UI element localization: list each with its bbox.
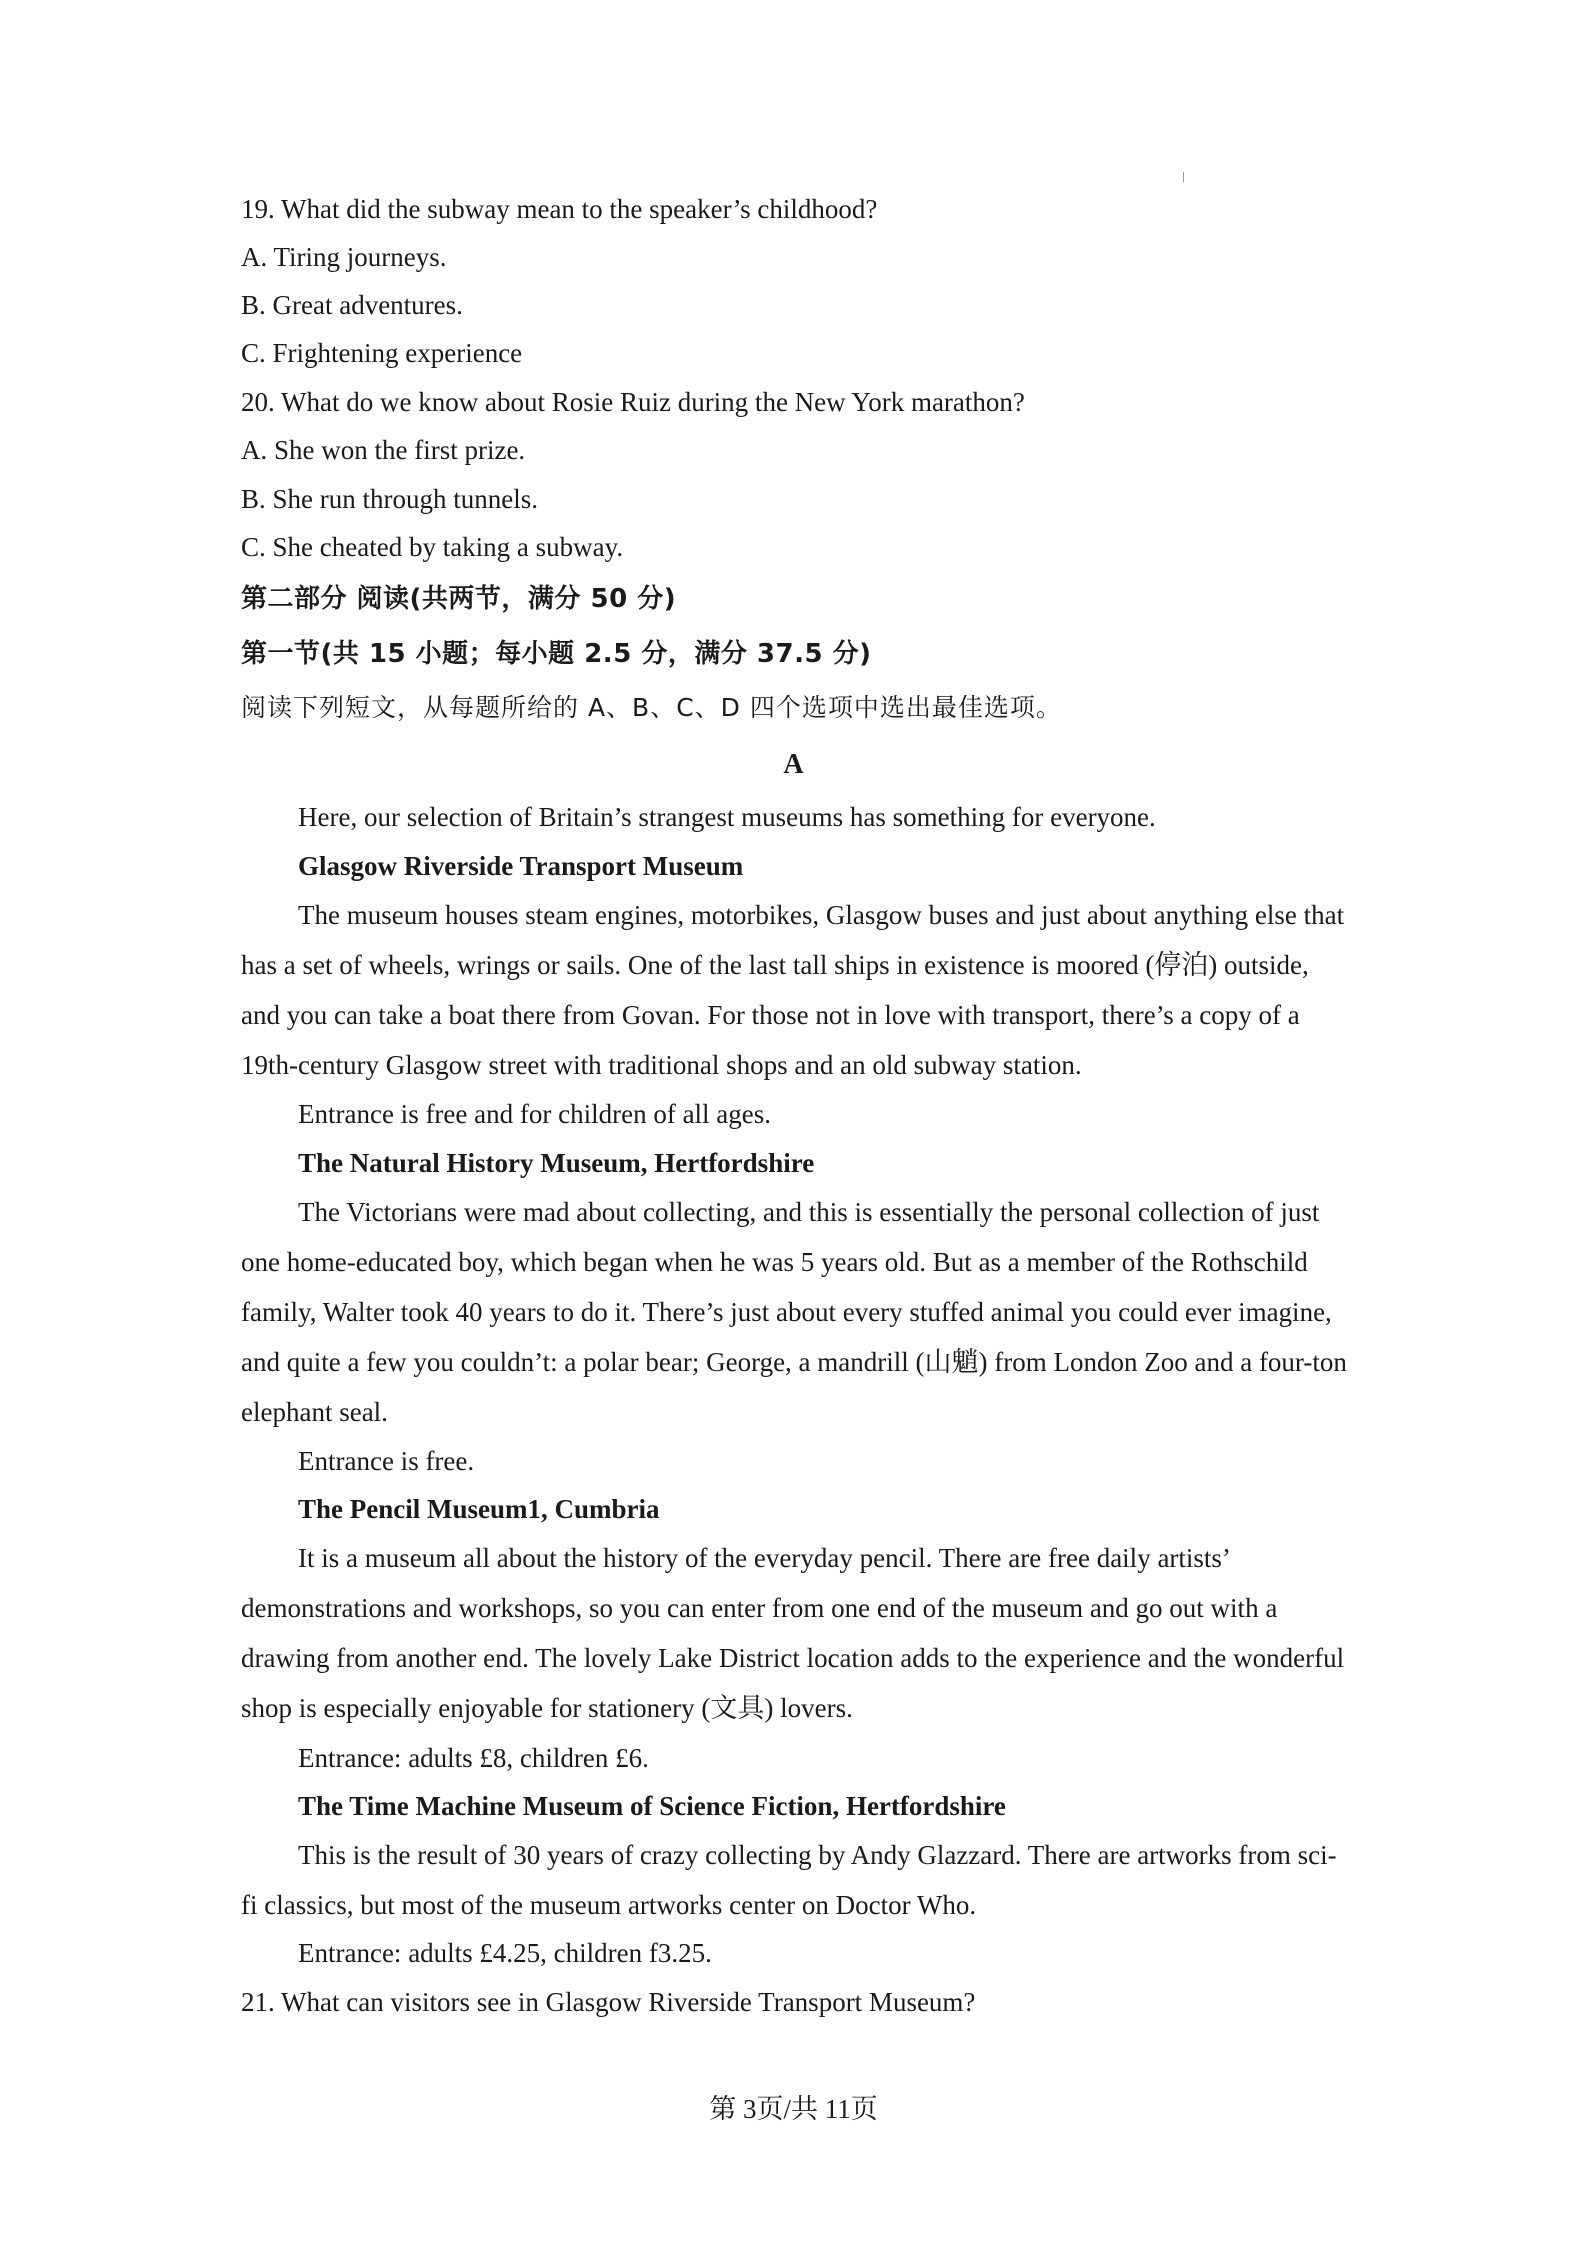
question-19-option-b: B. Great adventures. (241, 290, 463, 320)
question-19-option-a: A. Tiring journeys. (241, 242, 447, 272)
museum-4-name: The Time Machine Museum of Science Fiction, Hertfordshire (298, 1791, 1006, 1821)
question-21-stem: 21. What can visitors see in Glasgow Riverside Transport Museum? (241, 1987, 976, 2017)
question-20-stem: 20. What do we know about Rosie Ruiz during the New York marathon? (241, 387, 1025, 417)
museum-4-entrance: Entrance: adults £4.25, children f3.25. (298, 1938, 712, 1968)
section-instruction: 阅读下列短文，从每题所给的 A、B、C、D 四个选项中选出最佳选项。 (241, 693, 1062, 722)
passage-label: A (783, 749, 804, 780)
question-20-option-b: B. She run through tunnels. (241, 484, 538, 514)
passage-intro: Here, our selection of Britain’s strangest museums has something for everyone. (298, 802, 1156, 832)
question-20-option-c: C. She cheated by taking a subway. (241, 532, 624, 562)
question-19-option-c: C. Frightening experience (241, 338, 523, 368)
museum-2-description: The Victorians were mad about collecting, and this is essentially the personal collection of just one home-educated boy, which began when he was 5 years old. But as a member of the Rothschild family, Walter took 40 years to do it. There’s just about every stuffed animal you could ever imagine, and quite a few you couldn’t: a polar bear; George, a mandrill (山魈) from London Zoo and a four-ton elephant seal. (241, 1197, 1347, 1427)
museum-1-entrance: Entrance is free and for children of all ages. (298, 1099, 772, 1129)
question-19-stem: 19. What did the subway mean to the speaker’s childhood? (241, 194, 878, 224)
section-part-title: 第二部分 阅读(共两节，满分 50 分) (241, 584, 677, 614)
museum-4-description: This is the result of 30 years of crazy collecting by Andy Glazzard. There are artworks from sci-fi classics, but most of the museum artworks center on Doctor Who. (241, 1840, 1337, 1920)
museum-3-entrance: Entrance: adults £8, children £6. (298, 1743, 649, 1773)
museum-3-name: The Pencil Museum1, Cumbria (298, 1494, 660, 1524)
museum-3-description: It is a museum all about the history of the everyday pencil. There are free daily artists’ demonstrations and workshops, so you can enter from one end of the museum and go out with a drawing from another end. The lovely Lake District location adds to the experience and the wonderful shop is especially enjoyable for stationery (文具) lovers. (241, 1543, 1345, 1723)
page-footer: 第 3页/共 11页 (709, 2094, 878, 2124)
museum-1-name: Glasgow Riverside Transport Museum (298, 851, 744, 881)
question-20-option-a: A. She won the first prize. (241, 435, 526, 465)
museum-2-entrance: Entrance is free. (298, 1446, 475, 1476)
museum-1-description: The museum houses steam engines, motorbikes, Glasgow buses and just about anything else that has a set of wheels, wrings or sails. One of the last tall ships in existence is moored (停泊) outside, and you can take a boat there from Govan. For those not in love with transport, there’s a copy of a 19th-century Glasgow street with traditional shops and an old subway station. (241, 900, 1345, 1080)
section-sub-title: 第一节(共 15 小题；每小题 2.5 分，满分 37.5 分) (241, 639, 872, 669)
scan-mark (1183, 172, 1184, 182)
museum-2-name: The Natural History Museum, Hertfordshire (298, 1148, 815, 1178)
